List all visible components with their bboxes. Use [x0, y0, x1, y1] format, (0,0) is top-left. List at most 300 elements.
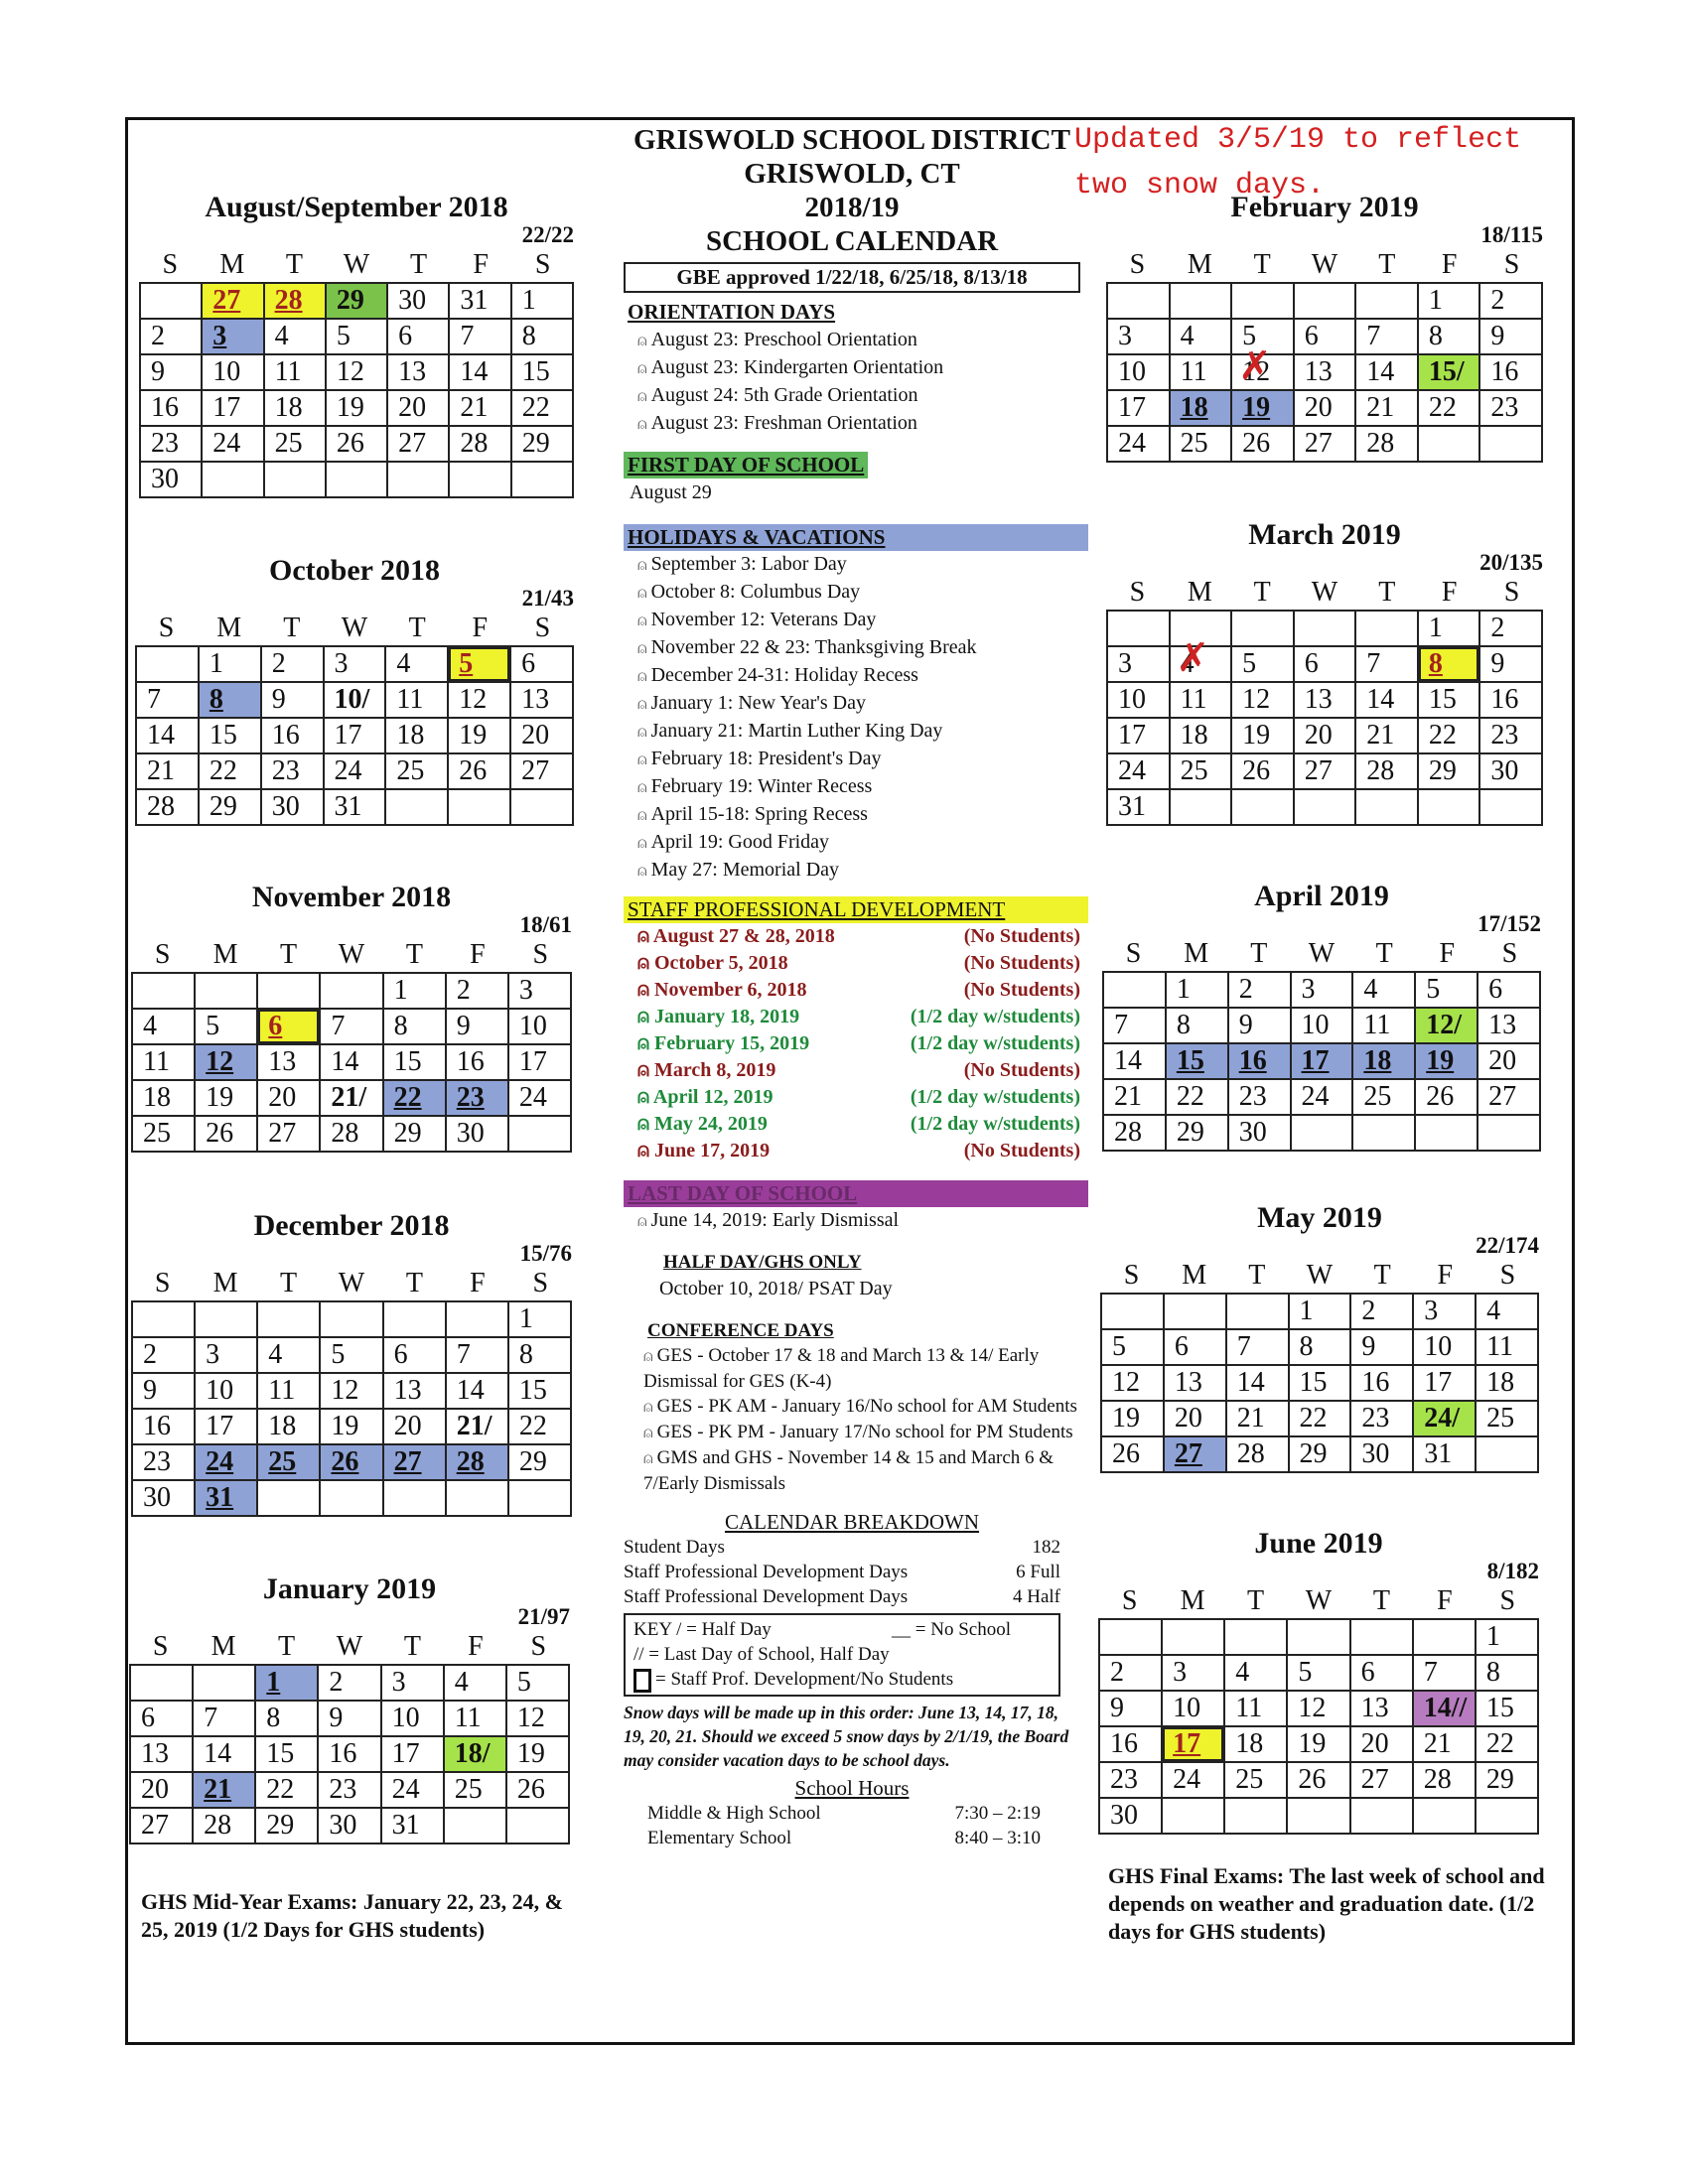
day-cell: 16: [140, 390, 202, 426]
school-hours-section: [624, 1776, 1080, 1850]
month-title: June 2019: [1254, 1527, 1383, 1560]
day-cell: 6: [1164, 1329, 1226, 1365]
day-cell: 5: [1415, 972, 1477, 1008]
month-title: April 2019: [1254, 880, 1389, 912]
month-grid: [131, 972, 572, 1153]
day-cell: [508, 1116, 571, 1152]
day-cell: 27: [1477, 1079, 1540, 1115]
day-cell: 1: [383, 973, 446, 1009]
day-cell: 2: [1479, 611, 1542, 646]
day-cell: 16: [1350, 1365, 1413, 1401]
day-cell: 24: [381, 1772, 444, 1808]
day-cell: 3: [1413, 1294, 1476, 1329]
day-cell: 16: [318, 1736, 380, 1772]
holiday-item: ⍝ February 18: President's Day: [637, 746, 1080, 773]
weekday-label: M: [219, 249, 245, 280]
week-row: [132, 1080, 571, 1116]
day-cell: 10: [1107, 682, 1170, 718]
day-cell: 29: [1476, 1762, 1538, 1798]
day-cell: [1224, 1798, 1287, 1834]
day-cell: 20: [383, 1409, 446, 1444]
month-grid: [131, 1300, 572, 1517]
day-count: 22/174: [1476, 1233, 1539, 1258]
day-cell: 9: [1228, 1008, 1291, 1043]
day-cell: 18: [385, 718, 448, 753]
day-cell: 1: [255, 1665, 318, 1701]
week-row: [130, 1736, 569, 1772]
day-cell: 25: [444, 1772, 506, 1808]
breakdown-row: [624, 1560, 1080, 1584]
day-cell: 5: [326, 319, 387, 354]
weekday-label: F: [470, 939, 486, 970]
weekday-label: M: [1187, 577, 1212, 608]
day-cell: 14: [1103, 1043, 1166, 1079]
day-cell: 24: [1107, 426, 1170, 462]
day-cell: 28: [264, 283, 326, 319]
week-row: [1103, 1043, 1540, 1079]
weekday-label: S: [532, 1268, 549, 1298]
week-row: [1099, 1798, 1538, 1834]
weekday-label: S: [1121, 1585, 1138, 1616]
day-cell: 21: [1413, 1726, 1476, 1762]
day-cell: 1: [508, 1301, 571, 1337]
day-cell: 2: [1228, 972, 1291, 1008]
day-cell: 17: [381, 1736, 444, 1772]
day-cell: [1294, 283, 1356, 319]
day-cell: 18: [1476, 1365, 1538, 1401]
month-jan-2019: [129, 1572, 570, 1844]
day-cell: 21: [1355, 390, 1418, 426]
day-cell: 28: [1355, 426, 1418, 462]
day-cell: 20: [1477, 1043, 1540, 1079]
day-cell: 3: [1162, 1655, 1224, 1691]
day-cell: 26: [1101, 1436, 1164, 1472]
day-cell: 9: [446, 1009, 508, 1044]
day-cell: 4: [444, 1665, 506, 1701]
day-cell: 26: [1415, 1079, 1477, 1115]
week-row: [1107, 426, 1542, 462]
week-row: [132, 1409, 571, 1444]
staff-pd-date: ⍝ May 24, 2019: [637, 1113, 768, 1135]
day-cell: 7: [449, 319, 510, 354]
weekday-label: W: [1311, 249, 1338, 280]
day-cell: 1: [1476, 1619, 1538, 1655]
day-cell: 23: [1479, 718, 1542, 753]
day-cell: [257, 973, 320, 1009]
day-cell: 29: [326, 283, 387, 319]
day-cell: 28: [1226, 1436, 1289, 1472]
day-cell: 1: [1418, 283, 1480, 319]
weekday-label: M: [211, 1631, 236, 1662]
weekday-label: T: [1248, 1260, 1266, 1291]
day-cell: 31: [381, 1808, 444, 1843]
staff-pd-note: (1/2 day w/students): [910, 1032, 1080, 1054]
day-cell: [1226, 1294, 1289, 1329]
day-cell: 16: [132, 1409, 195, 1444]
month-grid: [1106, 282, 1543, 463]
day-cell: 12: [1101, 1365, 1164, 1401]
week-row: [1107, 682, 1542, 718]
day-cell: 15: [255, 1736, 318, 1772]
day-cell: 22: [1476, 1726, 1538, 1762]
day-cell: 2: [140, 319, 202, 354]
week-row: [1107, 354, 1542, 390]
staff-pd-item: [624, 1030, 1080, 1057]
holiday-item: ⍝ April 19: Good Friday: [637, 829, 1080, 857]
day-cell: 18: [1170, 390, 1232, 426]
day-cell: 5: [1231, 646, 1294, 682]
orientation-item: ⍝ August 23: Kindergarten Orientation: [637, 354, 1080, 382]
staff-pd-date: ⍝ November 6, 2018: [637, 979, 807, 1001]
month-title: November 2018: [251, 881, 452, 913]
day-cell: [1287, 1619, 1349, 1655]
day-cell: [444, 1808, 506, 1843]
day-cell: 25: [264, 426, 326, 462]
day-cell: 30: [1350, 1436, 1413, 1472]
staff-pd-item: [624, 923, 1080, 950]
weekday-header: [1106, 248, 1543, 282]
orientation-item: ⍝ August 23: Preschool Orientation: [637, 327, 1080, 354]
day-cell: 13: [383, 1373, 446, 1409]
day-cell: 14: [1355, 354, 1418, 390]
day-cell: 5: [1101, 1329, 1164, 1365]
day-cell: [449, 462, 510, 497]
week-row: [136, 646, 573, 682]
week-row: [1103, 1115, 1540, 1151]
day-cell: 15/: [1418, 354, 1480, 390]
month-title: February 2019: [1230, 191, 1419, 223]
day-cell: 19: [1231, 718, 1294, 753]
day-cell: 9: [1099, 1691, 1162, 1726]
half-day-text: October 10, 2018/ PSAT Day: [659, 1278, 893, 1299]
week-row: [1107, 611, 1542, 646]
staff-pd-date: ⍝ March 8, 2019: [637, 1059, 776, 1081]
staff-pd-section: [624, 896, 1080, 1164]
day-cell: 6: [383, 1337, 446, 1373]
weekday-label: M: [212, 939, 238, 970]
holiday-item: ⍝ December 24-31: Holiday Recess: [637, 662, 1080, 690]
weekday-header: [1100, 1259, 1539, 1293]
day-cell: 1: [1418, 611, 1480, 646]
day-cell: 7: [320, 1009, 382, 1044]
day-cell: 26: [195, 1116, 257, 1152]
first-day-section: [624, 452, 1080, 506]
day-cell: 14: [446, 1373, 508, 1409]
staff-pd-note: (1/2 day w/students): [910, 1006, 1080, 1027]
month-apr-2019: [1102, 880, 1541, 1152]
staff-pd-note: (No Students): [963, 1059, 1080, 1081]
day-cell: 6: [1350, 1655, 1413, 1691]
day-cell: 5: [1287, 1655, 1349, 1691]
day-cell: 14: [193, 1736, 255, 1772]
staff-pd-item: [624, 1138, 1080, 1164]
week-row: [140, 354, 573, 390]
holidays-section: [624, 524, 1080, 885]
key-last-day: // = Last Day of School, Half Day: [633, 1644, 890, 1665]
orientation-item: ⍝ August 24: 5th Grade Orientation: [637, 382, 1080, 410]
day-cell: 28: [1103, 1115, 1166, 1151]
day-cell: 11: [1170, 354, 1232, 390]
day-cell: 4 ✗: [1170, 646, 1232, 682]
week-row: [1099, 1619, 1538, 1655]
day-cell: [1099, 1619, 1162, 1655]
weekday-header: [135, 612, 574, 645]
weekday-label: W: [1306, 1260, 1334, 1291]
updated-note-line1: Updated 3/5/19 to reflect: [1074, 123, 1522, 157]
day-count: 21/97: [517, 1604, 570, 1629]
week-row: [1107, 753, 1542, 789]
weekday-label: T: [285, 249, 303, 280]
day-cell: [257, 1301, 320, 1337]
day-cell: 29: [1418, 753, 1480, 789]
day-cell: 7: [193, 1701, 255, 1736]
day-cell: 22: [383, 1080, 446, 1116]
half-day-heading: HALF DAY/GHS ONLY: [663, 1252, 862, 1273]
day-cell: 16: [1099, 1726, 1162, 1762]
day-cell: 8: [1476, 1655, 1538, 1691]
snow-days-note: Snow days will be made up in this order: June 13, 14, 17, 18, 19, 20, 21. Should we exceed 5 snow days by 2/1/19, the Board may consider vacation days to be school days.: [624, 1702, 1069, 1770]
day-cell: 4: [257, 1337, 320, 1373]
weekday-label: T: [405, 1268, 423, 1298]
day-cell: 23: [318, 1772, 380, 1808]
day-cell: 2: [318, 1665, 380, 1701]
day-cell: 28: [193, 1808, 255, 1843]
day-cell: 19: [195, 1080, 257, 1116]
day-cell: 15: [511, 354, 573, 390]
day-cell: 27: [130, 1808, 193, 1843]
orientation-heading: ORIENTATION DAYS: [628, 300, 836, 324]
weekday-label: S: [1501, 938, 1518, 969]
day-cell: 16: [1228, 1043, 1291, 1079]
day-cell: 13: [257, 1044, 320, 1080]
weekday-label: F: [468, 1631, 484, 1662]
day-cell: [320, 1480, 382, 1516]
key-half-day: KEY / = Half Day: [633, 1619, 772, 1640]
weekday-header: [139, 248, 574, 282]
day-cell: 24/: [1413, 1401, 1476, 1436]
day-cell: [132, 1301, 195, 1337]
day-cell: 24: [1291, 1079, 1353, 1115]
staff-pd-note: (1/2 day w/students): [910, 1086, 1080, 1108]
conference-list: [643, 1343, 1080, 1496]
day-cell: 22: [255, 1772, 318, 1808]
day-cell: 3: [381, 1665, 444, 1701]
day-cell: [1355, 789, 1418, 825]
week-row: [1101, 1294, 1538, 1329]
day-cell: 19: [1231, 390, 1294, 426]
day-cell: [1287, 1798, 1349, 1834]
day-cell: 9: [140, 354, 202, 390]
day-cell: 8: [1418, 319, 1480, 354]
orientation-section: [624, 299, 1080, 438]
day-cell: 3: [508, 973, 571, 1009]
day-cell: 19: [326, 390, 387, 426]
day-cell: 18: [264, 390, 326, 426]
day-cell: 12: [506, 1701, 569, 1736]
holiday-item: ⍝ May 27: Memorial Day: [637, 857, 1080, 885]
week-row: [132, 1044, 571, 1080]
week-row: [1101, 1365, 1538, 1401]
holiday-item: ⍝ January 21: Martin Luther King Day: [637, 718, 1080, 746]
day-cell: 28: [136, 789, 199, 825]
school-hours-row: [624, 1826, 1080, 1850]
weekday-header: [1102, 937, 1541, 971]
day-cell: [1164, 1294, 1226, 1329]
day-cell: 11: [257, 1373, 320, 1409]
week-row: [132, 1373, 571, 1409]
day-cell: 20: [257, 1080, 320, 1116]
staff-pd-date: ⍝ October 5, 2018: [637, 952, 788, 974]
day-cell: 11: [264, 354, 326, 390]
weekday-label: T: [1247, 1585, 1265, 1616]
weekday-label: T: [410, 249, 428, 280]
day-cell: 12 ✗: [1231, 354, 1294, 390]
day-cell: [1413, 1619, 1476, 1655]
day-cell: 24: [202, 426, 263, 462]
day-cell: 20: [1164, 1401, 1226, 1436]
last-day-section: [624, 1180, 1080, 1235]
weekday-label: S: [152, 1631, 169, 1662]
day-cell: [132, 973, 195, 1009]
week-row: [1103, 1079, 1540, 1115]
weekday-label: T: [1250, 938, 1268, 969]
town-name: GRISWOLD, CT: [744, 158, 960, 190]
day-cell: [1107, 611, 1170, 646]
day-cell: 29: [199, 789, 261, 825]
day-cell: 4: [264, 319, 326, 354]
week-row: [1099, 1726, 1538, 1762]
day-cell: 20: [510, 718, 573, 753]
day-cell: 23: [132, 1444, 195, 1480]
weekday-label: W: [1308, 938, 1336, 969]
day-cell: 17: [1413, 1365, 1476, 1401]
month-grid: [1100, 1293, 1539, 1473]
day-cell: [1418, 426, 1480, 462]
day-cell: 19: [320, 1409, 382, 1444]
weekday-label: W: [341, 613, 368, 643]
day-cell: [1170, 789, 1232, 825]
day-cell: 30: [140, 462, 202, 497]
day-cell: 25: [132, 1116, 195, 1152]
weekday-label: T: [278, 1631, 296, 1662]
day-cell: [506, 1808, 569, 1843]
day-cell: 13: [1350, 1691, 1413, 1726]
conference-item: ⍝ GMS and GHS - November 14 & 15 and March 6 & 7/Early Dismissals: [643, 1445, 1080, 1496]
staff-pd-item: [624, 1057, 1080, 1084]
month-dec-2018: [131, 1209, 572, 1517]
day-cell: 25: [1170, 753, 1232, 789]
day-cell: 31: [1413, 1436, 1476, 1472]
staff-pd-item: [624, 950, 1080, 977]
day-cell: 30: [318, 1808, 380, 1843]
month-grid: [1106, 610, 1543, 826]
holiday-item: ⍝ November 22 & 23: Thanksgiving Break: [637, 634, 1080, 662]
staff-pd-date: ⍝ February 15, 2019: [637, 1032, 810, 1054]
school-year: 2018/19: [804, 192, 900, 223]
day-cell: [1231, 283, 1294, 319]
day-cell: 25: [385, 753, 448, 789]
orientation-item: ⍝ August 23: Freshman Orientation: [637, 410, 1080, 438]
day-count: 18/61: [519, 912, 572, 937]
day-cell: 10: [202, 354, 263, 390]
school-hours-row-cell: 8:40 – 3:10: [954, 1827, 1041, 1848]
day-cell: 6: [1294, 646, 1356, 682]
weekday-label: T: [1372, 1585, 1390, 1616]
day-cell: 5: [1231, 319, 1294, 354]
weekday-label: S: [1123, 1260, 1140, 1291]
day-cell: 27: [202, 283, 263, 319]
day-cell: 22: [1418, 390, 1480, 426]
day-cell: 18/: [444, 1736, 506, 1772]
weekday-label: W: [1311, 577, 1338, 608]
conference-heading: CONFERENCE DAYS: [647, 1320, 834, 1341]
day-cell: 18: [1170, 718, 1232, 753]
day-cell: 15: [1166, 1043, 1228, 1079]
day-cell: 26: [1231, 753, 1294, 789]
day-cell: 15: [1418, 682, 1480, 718]
conference-item: ⍝ GES - PK PM - January 17/No school for PM Students: [643, 1420, 1080, 1445]
day-count: 8/182: [1486, 1559, 1539, 1583]
first-day-heading: FIRST DAY OF SCHOOL: [624, 452, 868, 478]
day-cell: 22: [1289, 1401, 1351, 1436]
day-cell: 26: [1287, 1762, 1349, 1798]
day-cell: 28: [1355, 753, 1418, 789]
day-cell: 28: [1413, 1762, 1476, 1798]
day-cell: 2: [1350, 1294, 1413, 1329]
day-cell: 16: [261, 718, 324, 753]
day-cell: 14: [320, 1044, 382, 1080]
month-aug-sep-2018: [139, 191, 574, 498]
month-feb-2019: [1106, 191, 1543, 463]
day-cell: 4: [1352, 972, 1415, 1008]
key-no-school: __ = No School: [892, 1619, 1011, 1640]
day-cell: 15: [1476, 1691, 1538, 1726]
day-cell: 23: [446, 1080, 508, 1116]
day-cell: 23: [1350, 1401, 1413, 1436]
breakdown-row-cell: 6 Full: [1016, 1562, 1060, 1582]
key-staff-pd: = Staff Prof. Development/No Students: [655, 1669, 954, 1690]
day-cell: 6: [1294, 319, 1356, 354]
month-title: August/September 2018: [205, 191, 508, 223]
day-cell: 28: [446, 1444, 508, 1480]
weekday-label: M: [1180, 1585, 1205, 1616]
key-box-icon: [633, 1669, 651, 1693]
weekday-header: [1098, 1584, 1539, 1618]
weekday-label: S: [1129, 577, 1146, 608]
day-cell: [320, 973, 382, 1009]
day-cell: [320, 1301, 382, 1337]
day-cell: 26: [320, 1444, 382, 1480]
day-cell: 21: [449, 390, 510, 426]
week-row: [1107, 283, 1542, 319]
day-cell: 19: [1101, 1401, 1164, 1436]
day-cell: 26: [448, 753, 510, 789]
day-cell: 12: [448, 682, 510, 718]
month-grid: [129, 1664, 570, 1844]
day-cell: 28: [449, 426, 510, 462]
day-cell: 17: [1291, 1043, 1353, 1079]
day-cell: 13: [130, 1736, 193, 1772]
day-cell: 30: [446, 1116, 508, 1152]
day-cell: [195, 1301, 257, 1337]
day-cell: [1162, 1619, 1224, 1655]
day-cell: [1350, 1798, 1413, 1834]
day-cell: 4: [1476, 1294, 1538, 1329]
day-cell: 6: [387, 319, 449, 354]
weekday-label: T: [403, 1631, 421, 1662]
day-cell: 10: [195, 1373, 257, 1409]
week-row: [130, 1701, 569, 1736]
